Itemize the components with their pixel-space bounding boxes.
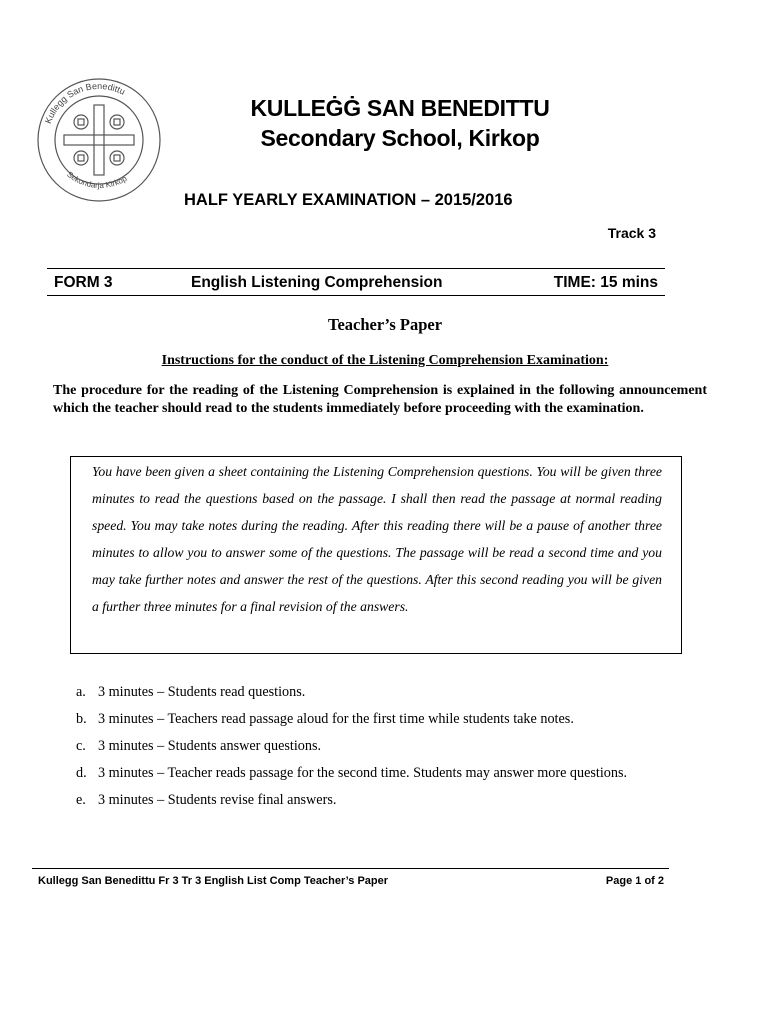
form-label: FORM 3 xyxy=(54,274,113,291)
list-item-text: 3 minutes – Teacher reads passage for the second time. Students may answer more questions. xyxy=(98,765,628,781)
school-name-line2: Secondary School, Kirkop xyxy=(260,125,540,151)
list-item xyxy=(76,734,716,761)
list-item-text: 3 minutes – Students answer questions. xyxy=(98,738,322,754)
list-item xyxy=(76,680,716,707)
steps-list xyxy=(76,680,716,815)
logo-bottom-text: Sekondarja Kirkop xyxy=(65,169,129,190)
instructions-heading: Instructions for the conduct of the Listening Comprehension Examination: xyxy=(161,353,609,368)
list-item-text: 3 minutes – Students revise final answers. xyxy=(98,792,337,808)
school-name xyxy=(120,93,680,153)
exam-title: HALF YEARLY EXAMINATION – 2015/2016 xyxy=(184,191,513,209)
list-item-marker: d. xyxy=(76,765,87,781)
footer-page-number: Page 1 of 2 xyxy=(605,875,664,887)
list-item xyxy=(76,788,716,815)
svg-text:Sekondarja Kirkop xyxy=(65,170,129,190)
form-row-top-rule xyxy=(47,268,665,269)
procedure-paragraph: The procedure for the reading of the Listening Comprehension is explained in the following announcement which the teacher should read to the students immediately before proceeding with the examination. xyxy=(53,383,707,416)
list-item-marker: a. xyxy=(76,684,86,700)
time-label: TIME: 15 mins xyxy=(553,274,658,291)
list-item-text: 3 minutes – Teachers read passage aloud for the first time while students take notes. xyxy=(98,711,574,727)
school-name-line1: KULLEĠĠ SAN BENEDITTU xyxy=(250,95,550,121)
logo-top-text: Kullegg San Benedittu xyxy=(42,80,127,125)
paper-title: Teacher’s Paper xyxy=(327,315,443,334)
announcement-text: You have been given a sheet containing the Listening Comprehension questions. You will be given three minutes to read the questions based on the passage. I shall then read the passage at normal reading speed. You may take notes during the reading. After this reading there will be a pause of another three minutes to allow you to answer some of the questions. The passage will be read a second time and you may take further notes and answer the rest of the questions. After this second reading you will be given a further three minutes for a final revision of the answers. xyxy=(92,464,662,614)
form-row xyxy=(54,274,658,294)
announcement-box xyxy=(70,456,682,654)
footer-rule xyxy=(32,868,669,869)
list-item-text: 3 minutes – Students read questions. xyxy=(98,684,306,700)
svg-text:Kullegg San Benedittu xyxy=(43,81,127,125)
list-item-marker: e. xyxy=(76,792,86,808)
track-label: Track 3 xyxy=(607,225,656,241)
list-item xyxy=(76,761,716,788)
list-item-marker: c. xyxy=(76,738,86,754)
list-item-marker: b. xyxy=(76,711,87,727)
list-item xyxy=(76,707,716,734)
form-row-bottom-rule xyxy=(47,295,665,296)
footer-document-title: Kullegg San Benedittu Fr 3 Tr 3 English List Comp Teacher’s Paper xyxy=(38,875,389,887)
subject-label: English Listening Comprehension xyxy=(191,274,443,291)
